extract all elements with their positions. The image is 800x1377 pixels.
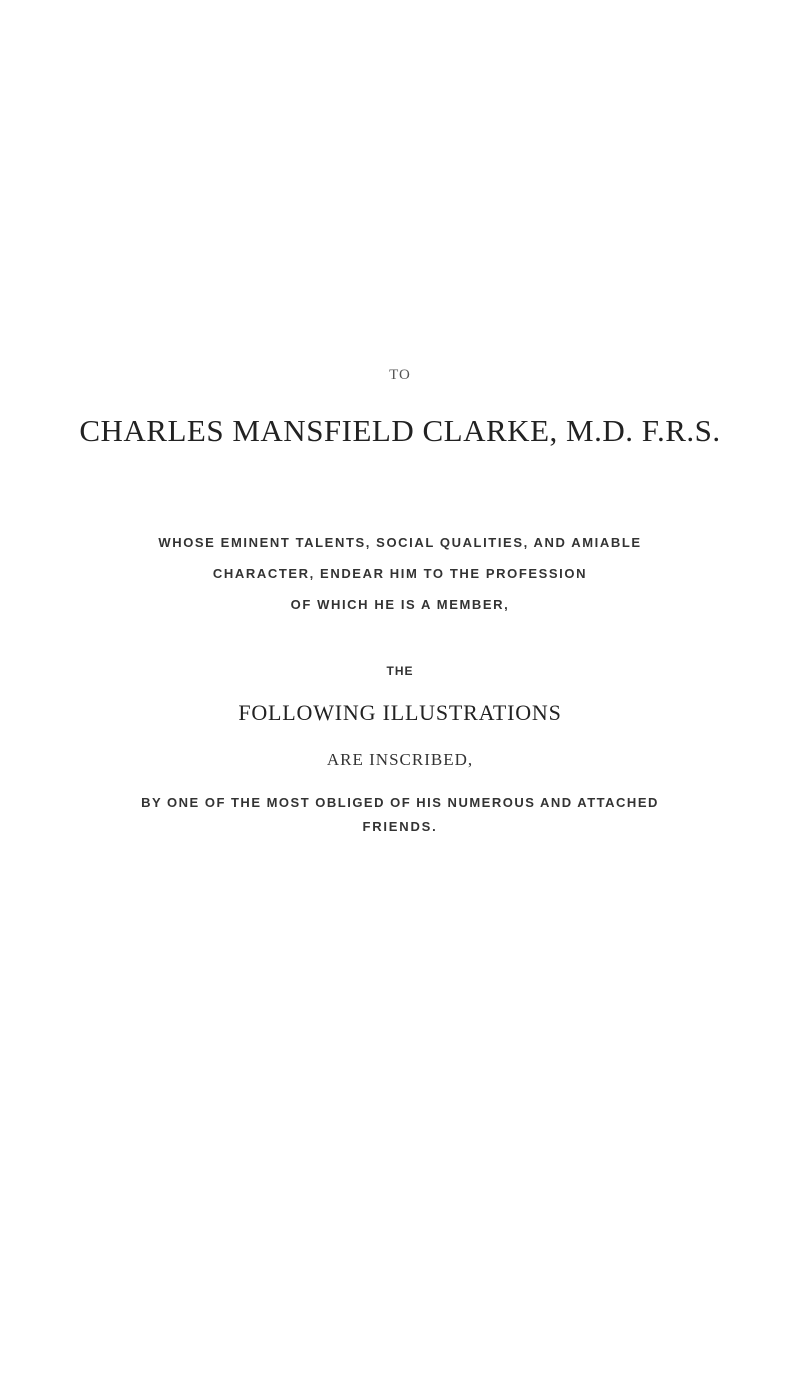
- dedication-following: FOLLOWING ILLUSTRATIONS: [238, 700, 562, 725]
- dedication-text-line-3: OF WHICH HE IS A MEMBER,: [290, 597, 510, 612]
- dedication-the: THE: [386, 664, 414, 678]
- dedication-text-line-1: WHOSE EMINENT TALENTS, SOCIAL QUALITIES, AND AMIABLE: [158, 535, 642, 550]
- dedicatee-name: CHARLES MANSFIELD CLARKE, M.D. F.R.S.: [79, 413, 721, 448]
- dedication-inscribed: ARE INSCRIBED,: [326, 750, 474, 769]
- dedication-by-line-1: BY ONE OF THE MOST OBLIGED OF HIS NUMEROUS AND ATTACHED: [141, 795, 659, 810]
- dedication-by-line-2: FRIENDS.: [362, 819, 438, 834]
- dedication-text-line-2: CHARACTER, ENDEAR HIM TO THE PROFESSION: [212, 566, 588, 581]
- dedication-to: TO: [389, 367, 411, 383]
